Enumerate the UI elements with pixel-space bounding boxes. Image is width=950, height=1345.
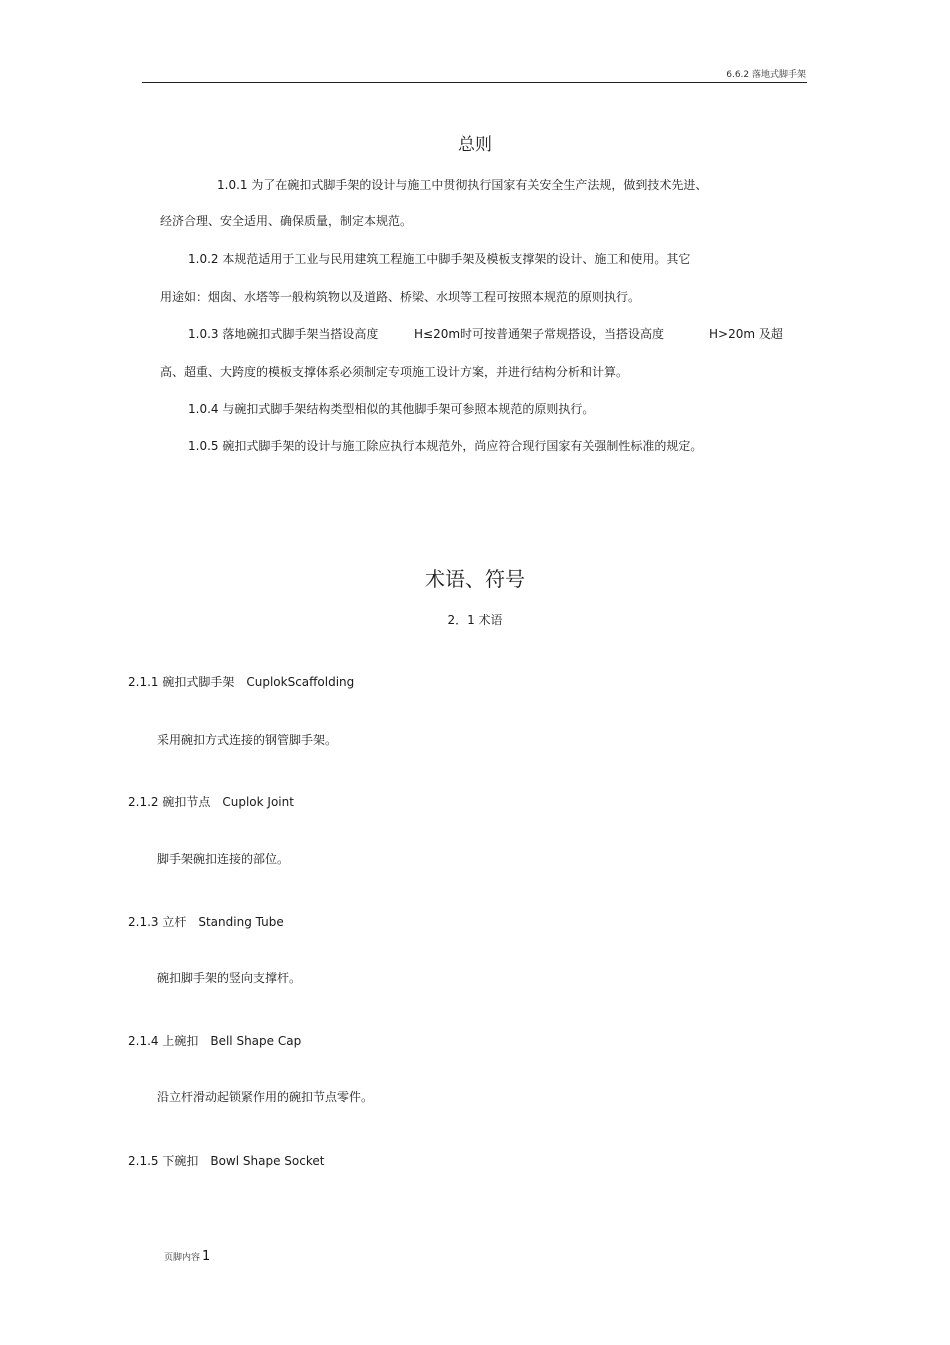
paragraph-1-0-3-line-1b: H≤20m时可按普通架子常规搭设，当搭设高度 [414, 327, 665, 341]
section-title-terms-symbols: 术语、符号 [425, 567, 525, 591]
term-english: CuplokScaffolding [246, 675, 355, 689]
term-definition: 脚手架碗扣连接的部位。 [157, 852, 290, 866]
term-english: Standing Tube [198, 915, 284, 929]
running-header: 6.6.2 落地式脚手架 [726, 70, 806, 80]
term-definition: 采用碗扣方式连接的钢管脚手架。 [157, 733, 338, 747]
paragraph-1-0-3-line-2: 高、超重、大跨度的模板支撑体系必须制定专项施工设计方案，并进行结构分析和计算。 [160, 365, 629, 379]
term-entry [128, 1032, 301, 1049]
term-english: Cuplok Joint [222, 795, 294, 809]
paragraph-1-0-3-line-1a: 1.0.3 落地碗扣式脚手架当搭设高度 [188, 327, 379, 341]
term-definition: 碗扣脚手架的竖向支撑杆。 [157, 971, 302, 985]
page-number: 1 [202, 1249, 211, 1264]
term-entry [128, 1152, 324, 1169]
paragraph-1-0-5: 1.0.5 碗扣式脚手架的设计与施工除应执行本规范外，尚应符合现行国家有关强制性标准的规定。 [188, 439, 703, 453]
term-label: 2.1.5 下碗扣 [128, 1154, 199, 1168]
term-label: 2.1.4 上碗扣 [128, 1034, 199, 1048]
paragraph-1-0-1-line-2: 经济合理、安全适用、确保质量，制定本规范。 [160, 214, 413, 228]
paragraph-1-0-2-line-2: 用途如：烟囱、水塔等一般构筑物以及道路、桥梁、水坝等工程可按照本规范的原则执行。 [160, 290, 641, 304]
page-footer [164, 1249, 210, 1264]
paragraph-1-0-4: 1.0.4 与碗扣式脚手架结构类型相似的其他脚手架可参照本规范的原则执行。 [188, 402, 595, 416]
subsection-title-terms: 2．1 术语 [447, 613, 503, 627]
paragraph-1-0-1-line-1: 1.0.1 为了在碗扣式脚手架的设计与施工中贯彻执行国家有关安全生产法规，做到技术先进、 [217, 178, 708, 192]
term-entry [128, 913, 284, 930]
term-entry [128, 673, 354, 690]
term-english: Bell Shape Cap [210, 1034, 302, 1048]
term-definition: 沿立杆滑动起锁紧作用的碗扣节点零件。 [157, 1090, 374, 1104]
header-rule [142, 82, 807, 83]
term-label: 2.1.1 碗扣式脚手架 [128, 675, 235, 689]
paragraph-1-0-3-line-1c: H>20m 及超 [709, 327, 783, 341]
term-label: 2.1.2 碗扣节点 [128, 795, 211, 809]
term-label: 2.1.3 立杆 [128, 915, 187, 929]
footer-label: 页脚内容 [164, 1253, 201, 1263]
term-entry [128, 793, 294, 810]
term-english: Bowl Shape Socket [210, 1154, 325, 1168]
paragraph-1-0-2-line-1: 1.0.2 本规范适用于工业与民用建筑工程施工中脚手架及模板支撑架的设计、施工和使用。其它 [188, 252, 691, 266]
section-title-general: 总则 [458, 135, 492, 155]
